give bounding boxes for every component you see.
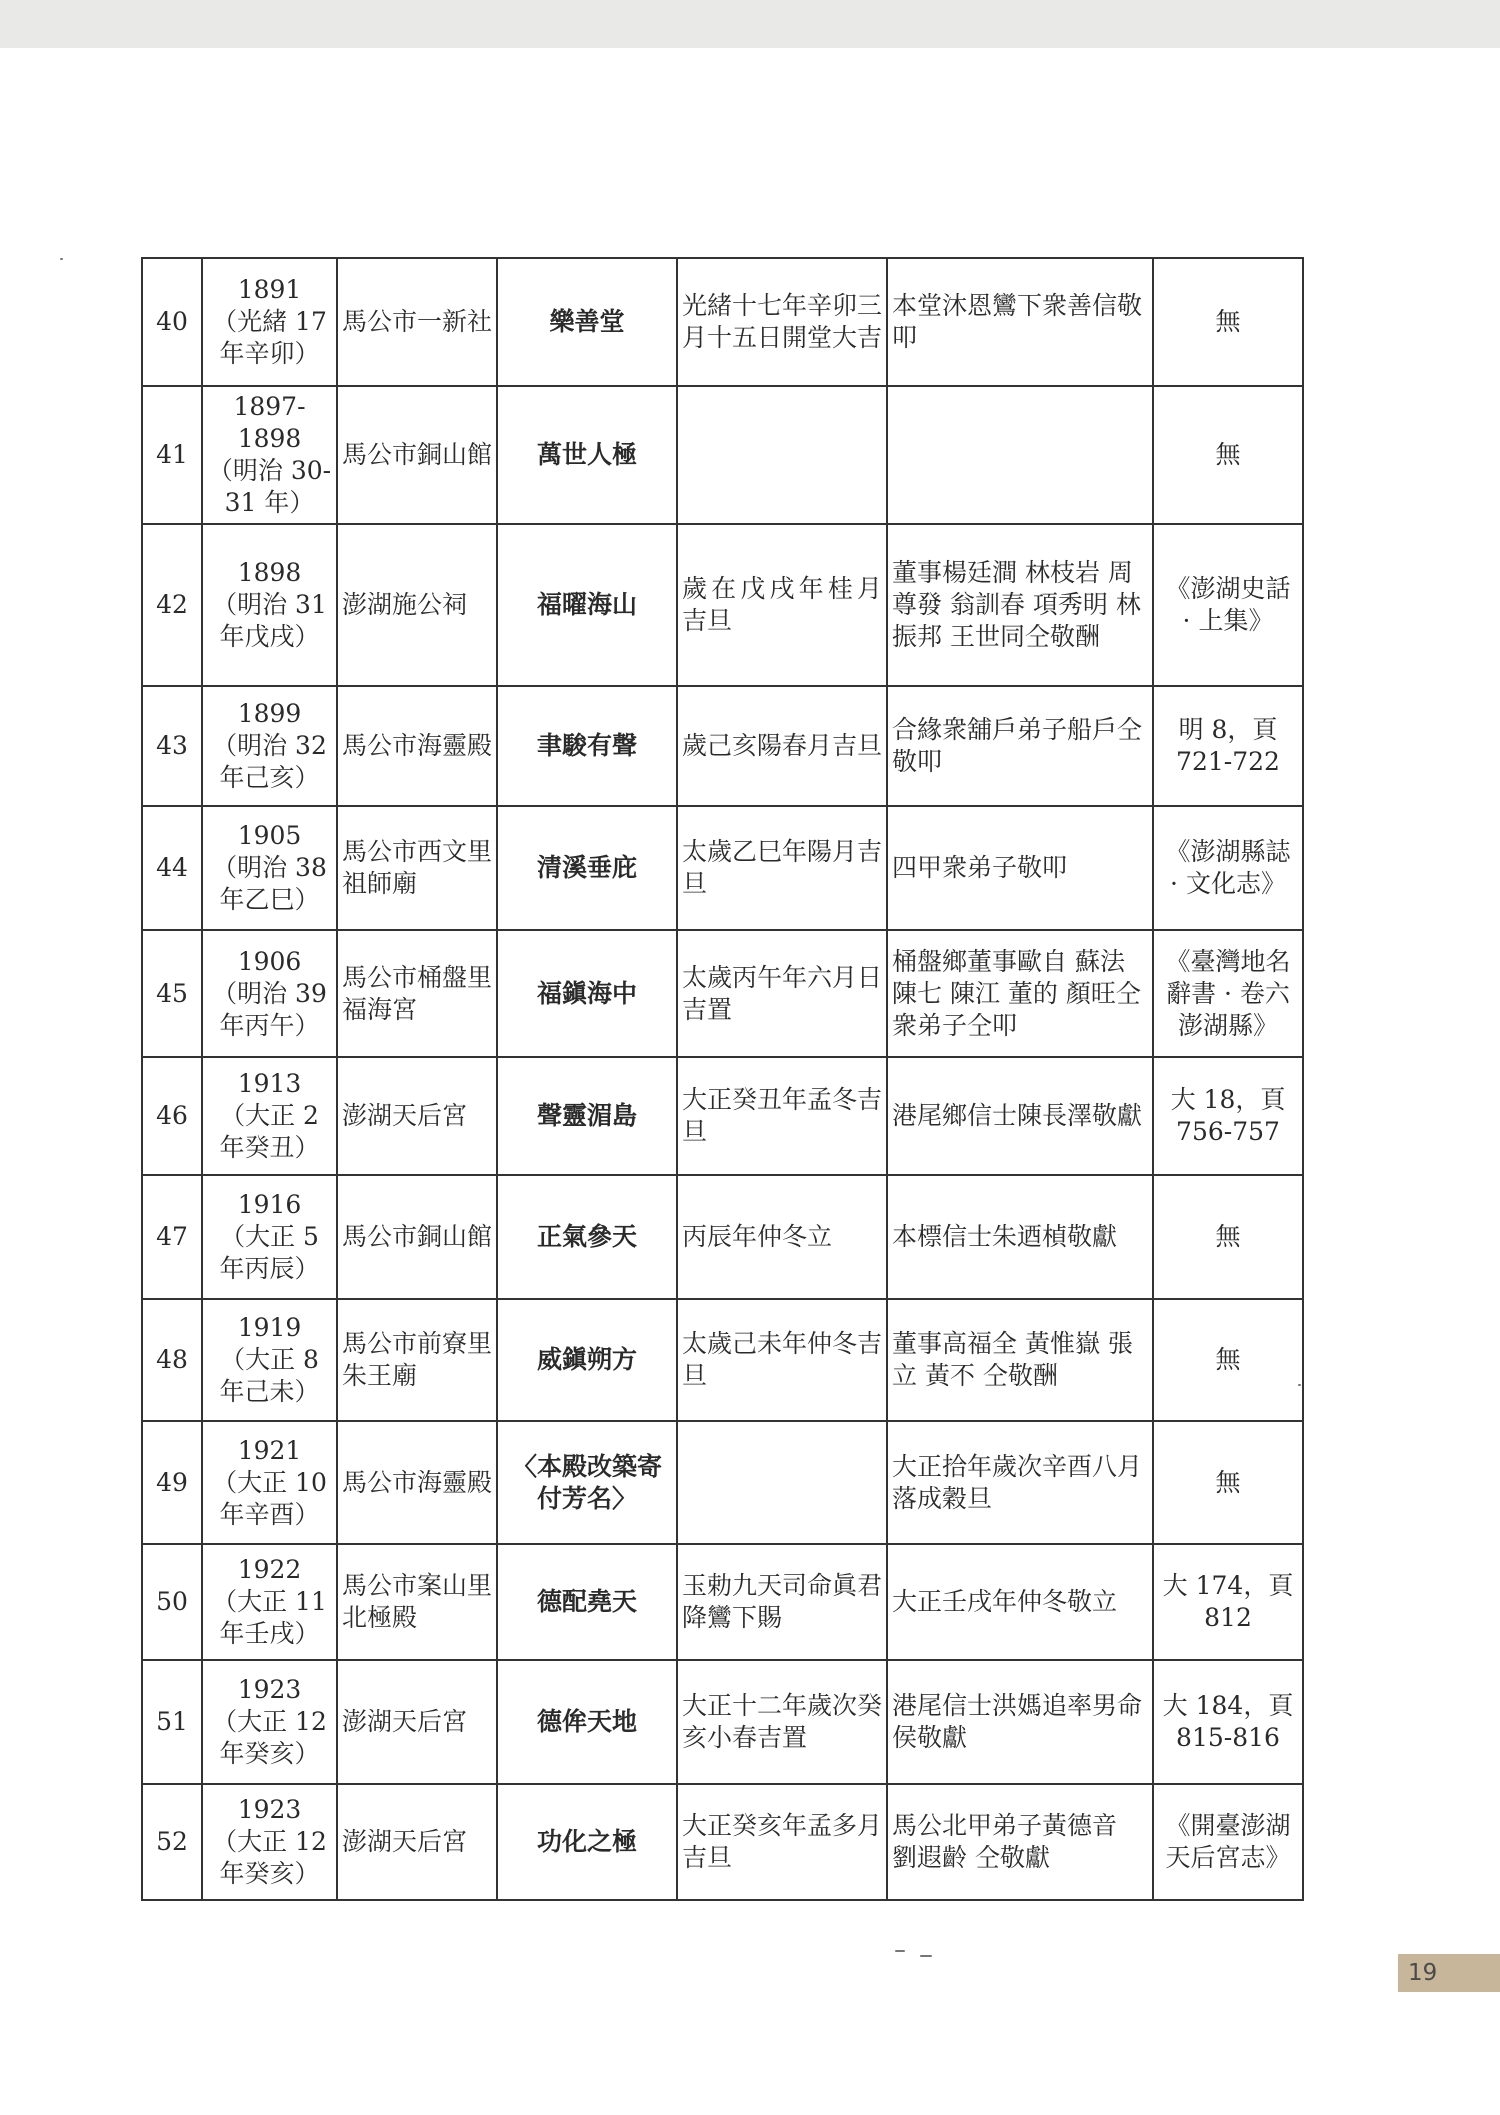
year-cell xyxy=(202,1784,337,1900)
location-cell: 澎湖天后宮 xyxy=(337,1057,497,1175)
upper-inscription-cell: 大正十二年歲次癸亥小春吉置 xyxy=(677,1660,887,1784)
table-row xyxy=(142,1660,1303,1784)
source-cell: 《開臺澎湖天后宮志》 xyxy=(1153,1784,1303,1900)
plaque-title-cell: 福曜海山 xyxy=(497,524,677,686)
scan-speck xyxy=(920,1955,932,1957)
location-cell: 馬公市海靈殿 xyxy=(337,1421,497,1544)
plaque-title-cell: 威鎭朔方 xyxy=(497,1299,677,1421)
location-cell: 澎湖天后宮 xyxy=(337,1660,497,1784)
page-number: 19 xyxy=(1398,1954,1500,1992)
location-cell: 馬公市銅山館 xyxy=(337,1175,497,1299)
upper-inscription-cell xyxy=(677,1421,887,1544)
table-row xyxy=(142,686,1303,806)
upper-inscription-cell: 歲在戊戌年桂月 吉旦 xyxy=(677,524,887,686)
plaque-title-cell: 福鎭海中 xyxy=(497,930,677,1057)
era-value: （大正 12 年癸亥） xyxy=(212,1827,327,1888)
row-number: 52 xyxy=(142,1784,202,1900)
era-value: （明治 32 年己亥） xyxy=(212,731,327,792)
era-value: （光緒 17 年辛卯） xyxy=(212,307,327,368)
location-cell: 馬公市前寮里朱王廟 xyxy=(337,1299,497,1421)
row-number: 41 xyxy=(142,386,202,524)
year-value: 1921 xyxy=(237,1435,302,1465)
year-cell xyxy=(202,1299,337,1421)
year-value: 1898 xyxy=(237,558,302,587)
lower-inscription-cell: 馬公北甲弟子黃德音 劉遐齡 仝敬獻 xyxy=(887,1784,1153,1900)
plaque-table-body xyxy=(142,258,1303,1900)
lower-inscription-cell: 港尾信士洪媽追率男命侯敬獻 xyxy=(887,1660,1153,1784)
lower-inscription-cell: 大正拾年歲次辛酉八月落成穀旦 xyxy=(887,1421,1153,1544)
location-cell: 澎湖天后宮 xyxy=(337,1784,497,1900)
era-value: （大正 5 年丙辰） xyxy=(219,1222,320,1283)
year-value: 1923 xyxy=(237,1795,302,1824)
era-value: （明治 39 年丙午） xyxy=(212,978,327,1040)
lower-inscription-cell: 大正壬戌年仲冬敬立 xyxy=(887,1544,1153,1660)
table-row xyxy=(142,1544,1303,1660)
location-cell: 馬公市銅山館 xyxy=(337,386,497,524)
year-cell xyxy=(202,1175,337,1299)
lower-inscription-cell xyxy=(887,386,1153,524)
source-cell: 無 xyxy=(1153,258,1303,386)
lower-inscription-cell: 桶盤鄉董事歐自 蘇法 陳七 陳江 董的 顏旺仝衆弟子仝叩 xyxy=(887,930,1153,1057)
top-scan-band xyxy=(0,0,1500,48)
era-value: （明治 38 年乙巳） xyxy=(212,853,327,914)
era-value: （大正 10 年辛酉） xyxy=(212,1467,327,1529)
year-cell xyxy=(202,1544,337,1660)
source-cell: 《澎湖史話 · 上集》 xyxy=(1153,524,1303,686)
lower-inscription-cell: 四甲衆弟子敬叩 xyxy=(887,806,1153,930)
table-row xyxy=(142,1057,1303,1175)
row-number: 51 xyxy=(142,1660,202,1784)
upper-inscription-cell: 玉勅九天司命眞君降鸞下賜 xyxy=(677,1544,887,1660)
upper-inscription-cell: 丙辰年仲冬立 xyxy=(677,1175,887,1299)
plaque-table xyxy=(141,257,1304,1901)
table-row xyxy=(142,1299,1303,1421)
lower-inscription-cell: 本標信士朱迺楨敬獻 xyxy=(887,1175,1153,1299)
upper-inscription-cell: 太歲己未年仲冬吉旦 xyxy=(677,1299,887,1421)
row-number: 40 xyxy=(142,258,202,386)
lower-inscription-cell: 董事楊廷澗 林枝岩 周尊發 翁訓春 項秀明 林振邦 王世同仝敬酬 xyxy=(887,524,1153,686)
row-number: 45 xyxy=(142,930,202,1057)
table-row xyxy=(142,524,1303,686)
plaque-title-cell: 聿駿有聲 xyxy=(497,686,677,806)
year-cell xyxy=(202,258,337,386)
year-value: 1919 xyxy=(237,1313,302,1342)
location-cell: 馬公市桶盤里福海宮 xyxy=(337,930,497,1057)
row-number: 48 xyxy=(142,1299,202,1421)
year-value: 1906 xyxy=(237,946,302,976)
year-value: 1923 xyxy=(237,1675,302,1704)
table-row xyxy=(142,1421,1303,1544)
plaque-title-cell: 功化之極 xyxy=(497,1784,677,1900)
source-cell: 無 xyxy=(1153,1421,1303,1544)
upper-inscription-cell: 大正癸亥年孟多月吉旦 xyxy=(677,1784,887,1900)
table-row xyxy=(142,386,1303,524)
year-value: 1916 xyxy=(237,1190,302,1219)
plaque-title-cell: 正氣參天 xyxy=(497,1175,677,1299)
upper-inscription-cell: 歲己亥陽春月吉旦 xyxy=(677,686,887,806)
row-number: 49 xyxy=(142,1421,202,1544)
year-cell xyxy=(202,930,337,1057)
year-value: 1905 xyxy=(237,821,302,850)
lower-inscription-cell: 港尾鄉信士陳長澤敬獻 xyxy=(887,1057,1153,1175)
lower-inscription-cell: 本堂沐恩鸞下衆善信敬叩 xyxy=(887,258,1153,386)
table-row xyxy=(142,930,1303,1057)
plaque-title-cell: 清溪垂庇 xyxy=(497,806,677,930)
year-value: 1891 xyxy=(237,275,302,304)
table-row xyxy=(142,1175,1303,1299)
era-value: （大正 12 年癸亥） xyxy=(212,1707,327,1768)
era-value: （大正 11 年壬戌） xyxy=(212,1587,327,1648)
location-cell: 馬公市西文里祖師廟 xyxy=(337,806,497,930)
row-number: 42 xyxy=(142,524,202,686)
plaque-title-cell: 德侔天地 xyxy=(497,1660,677,1784)
era-value: （明治 30-31 年） xyxy=(207,456,332,517)
year-value: 1913 xyxy=(237,1069,302,1098)
location-cell: 澎湖施公祠 xyxy=(337,524,497,686)
lower-inscription-cell: 董事高福全 黃惟嶽 張立 黃不 仝敬酬 xyxy=(887,1299,1153,1421)
row-number: 50 xyxy=(142,1544,202,1660)
year-cell xyxy=(202,806,337,930)
plaque-title-cell: 〈本殿改築寄付芳名〉 xyxy=(497,1421,677,1544)
row-number: 46 xyxy=(142,1057,202,1175)
year-cell xyxy=(202,686,337,806)
year-value: 1922 xyxy=(237,1555,302,1584)
upper-inscription-cell: 大正癸丑年孟冬吉旦 xyxy=(677,1057,887,1175)
year-cell xyxy=(202,524,337,686)
row-number: 43 xyxy=(142,686,202,806)
table-row xyxy=(142,806,1303,930)
year-cell xyxy=(202,1660,337,1784)
upper-inscription-cell: 太歲丙午年六月日吉置 xyxy=(677,930,887,1057)
year-value: 1897-1898 xyxy=(233,392,306,453)
source-cell: 無 xyxy=(1153,1299,1303,1421)
source-cell: 大 18，頁 756-757 xyxy=(1153,1057,1303,1175)
era-value: （大正 2 年癸丑） xyxy=(219,1101,320,1162)
row-number: 47 xyxy=(142,1175,202,1299)
era-value: （明治 31 年戊戌） xyxy=(212,590,327,651)
source-cell: 無 xyxy=(1153,386,1303,524)
location-cell: 馬公市海靈殿 xyxy=(337,686,497,806)
location-cell: 馬公市案山里北極殿 xyxy=(337,1544,497,1660)
year-cell xyxy=(202,1057,337,1175)
table-row xyxy=(142,1784,1303,1900)
scan-speck xyxy=(895,1950,905,1952)
lower-inscription-cell: 合緣衆舖戶弟子船戶仝敬叩 xyxy=(887,686,1153,806)
plaque-title-cell: 聲靈湄島 xyxy=(497,1057,677,1175)
plaque-title-cell: 德配堯天 xyxy=(497,1544,677,1660)
upper-inscription-cell: 太歲乙巳年陽月吉旦 xyxy=(677,806,887,930)
source-cell: 明 8，頁 721-722 xyxy=(1153,686,1303,806)
era-value: （大正 8 年己未） xyxy=(219,1345,320,1406)
source-cell: 無 xyxy=(1153,1175,1303,1299)
scan-speck xyxy=(1298,1384,1301,1386)
year-cell xyxy=(202,386,337,524)
year-cell xyxy=(202,1421,337,1544)
upper-inscription-cell xyxy=(677,386,887,524)
table-row xyxy=(142,258,1303,386)
year-value: 1899 xyxy=(237,699,302,728)
source-cell: 大 174，頁 812 xyxy=(1153,1544,1303,1660)
plaque-title-cell: 萬世人極 xyxy=(497,386,677,524)
upper-inscription-cell: 光緒十七年辛卯三月十五日開堂大吉 xyxy=(677,258,887,386)
scan-speck xyxy=(60,258,63,260)
location-cell: 馬公市一新社 xyxy=(337,258,497,386)
row-number: 44 xyxy=(142,806,202,930)
source-cell: 大 184，頁 815-816 xyxy=(1153,1660,1303,1784)
plaque-title-cell: 樂善堂 xyxy=(497,258,677,386)
source-cell: 《臺灣地名辭書 · 卷六澎湖縣》 xyxy=(1153,930,1303,1057)
source-cell: 《澎湖縣誌 · 文化志》 xyxy=(1153,806,1303,930)
